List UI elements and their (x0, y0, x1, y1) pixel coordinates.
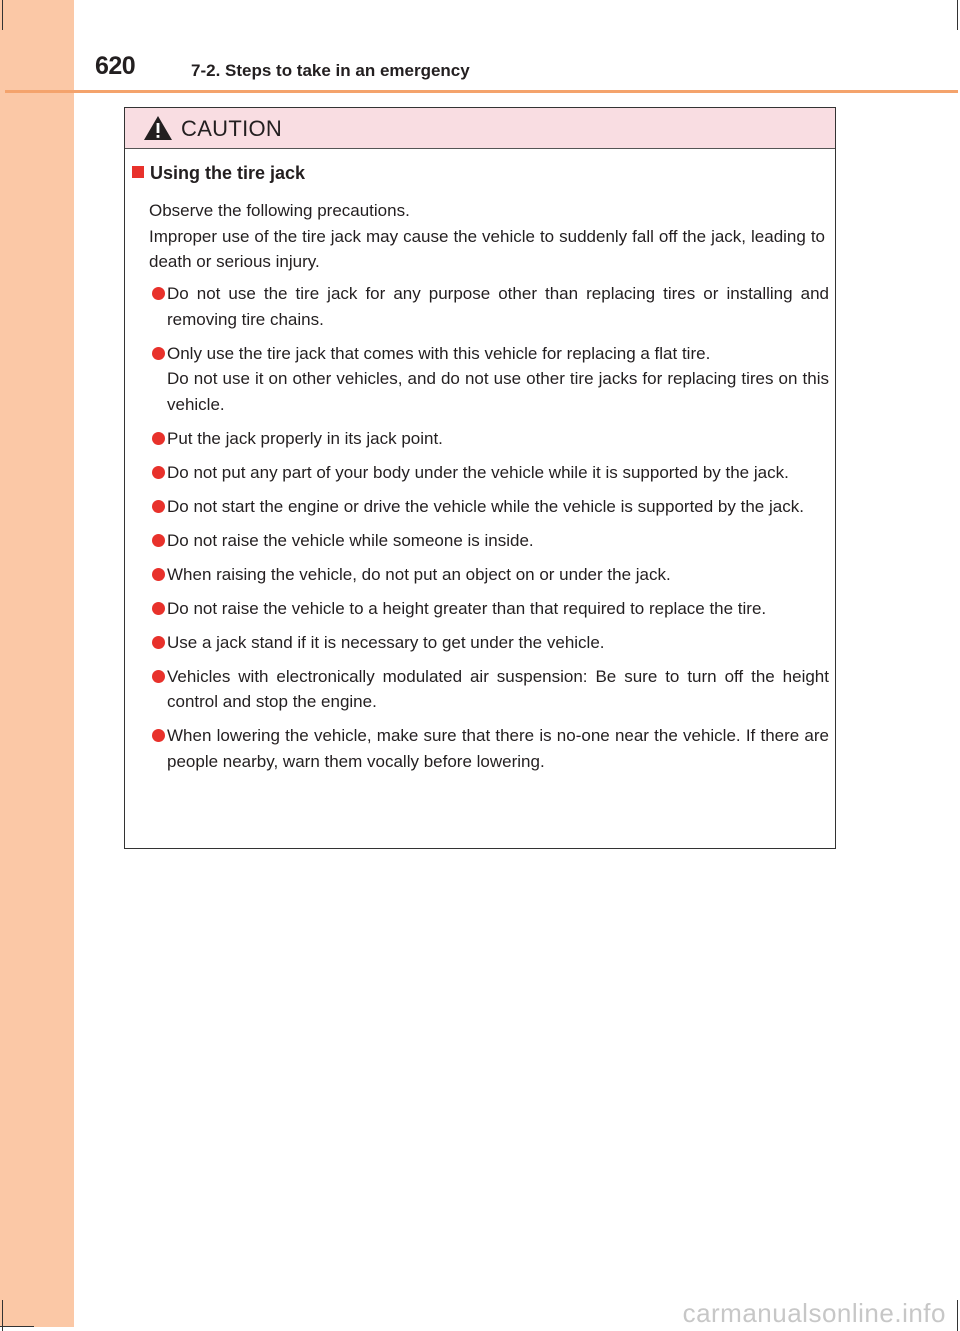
red-dot-icon (152, 568, 165, 581)
red-dot-icon (152, 636, 165, 649)
red-dot-icon (152, 287, 165, 300)
list-item (131, 426, 829, 452)
intro-line: Observe the following precautions. (149, 201, 410, 220)
red-dot-icon (152, 432, 165, 445)
list-item (131, 630, 829, 656)
list-item (131, 460, 829, 486)
list-item (131, 664, 829, 715)
red-dot-icon (152, 534, 165, 547)
header-rule (5, 90, 958, 93)
list-item-text: When lowering the vehicle, make sure that there is no-one near the vehicle. If there are people nearby, warn them vocally before lowering. (167, 726, 829, 771)
list-item-text: When raising the vehicle, do not put an object on or under the jack. (167, 564, 671, 584)
crop-mark (957, 0, 958, 30)
warning-triangle-icon (143, 115, 173, 141)
caution-label: CAUTION (181, 116, 283, 141)
red-dot-icon (152, 466, 165, 479)
list-item-text: Use a jack stand if it is necessary to get under the vehicle. (167, 632, 605, 652)
crop-mark (0, 1326, 34, 1327)
section-title: 7-2. Steps to take in an emergency (191, 61, 470, 80)
red-dot-icon (152, 670, 165, 683)
red-dot-icon (152, 347, 165, 360)
list-item (131, 528, 829, 554)
list-item-text: Do not use the tire jack for any purpose other than replacing tires or installing and removing tire chains. (167, 284, 829, 329)
list-item (131, 341, 829, 418)
watermark[interactable]: carmanualsonline.info (682, 1298, 946, 1328)
list-item-text: Only use the tire jack that comes with this vehicle for replacing a flat tire. Do not use it on other vehicles, and do not use other tire jacks for replacing tires on this vehicle. (167, 343, 829, 414)
red-dot-icon (152, 729, 165, 742)
list-item (131, 723, 829, 774)
list-item-text: Do not start the engine or drive the vehicle while the vehicle is supported by the jack. (167, 496, 804, 516)
precaution-list (131, 281, 829, 783)
crop-mark (957, 1300, 958, 1331)
caution-box (124, 107, 836, 849)
list-item-text: Vehicles with electronically modulated air suspension: Be sure to turn off the height control and stop the engine. (167, 666, 829, 711)
list-item (131, 562, 829, 588)
red-square-icon (132, 166, 144, 178)
intro-text (149, 198, 825, 275)
list-item (131, 596, 829, 622)
intro-line: Improper use of the tire jack may cause the vehicle to suddenly fall off the jack, leading to death or serious injury. (149, 226, 825, 271)
side-tab-band (0, 0, 74, 1327)
list-item-text: Put the jack properly in its jack point. (167, 428, 443, 448)
caution-header (125, 108, 835, 149)
section-heading (132, 163, 305, 184)
list-item (131, 494, 829, 520)
page-number: 620 (95, 52, 136, 80)
list-item-text: Do not raise the vehicle to a height greater than that required to replace the tire. (167, 598, 767, 618)
crop-mark (2, 0, 3, 30)
list-item (131, 281, 829, 332)
red-dot-icon (152, 602, 165, 615)
section-heading-text: Using the tire jack (150, 163, 306, 183)
red-dot-icon (152, 500, 165, 513)
list-item-text: Do not put any part of your body under the vehicle while it is supported by the jack. (167, 462, 789, 482)
list-item-text: Do not raise the vehicle while someone is inside. (167, 530, 534, 550)
